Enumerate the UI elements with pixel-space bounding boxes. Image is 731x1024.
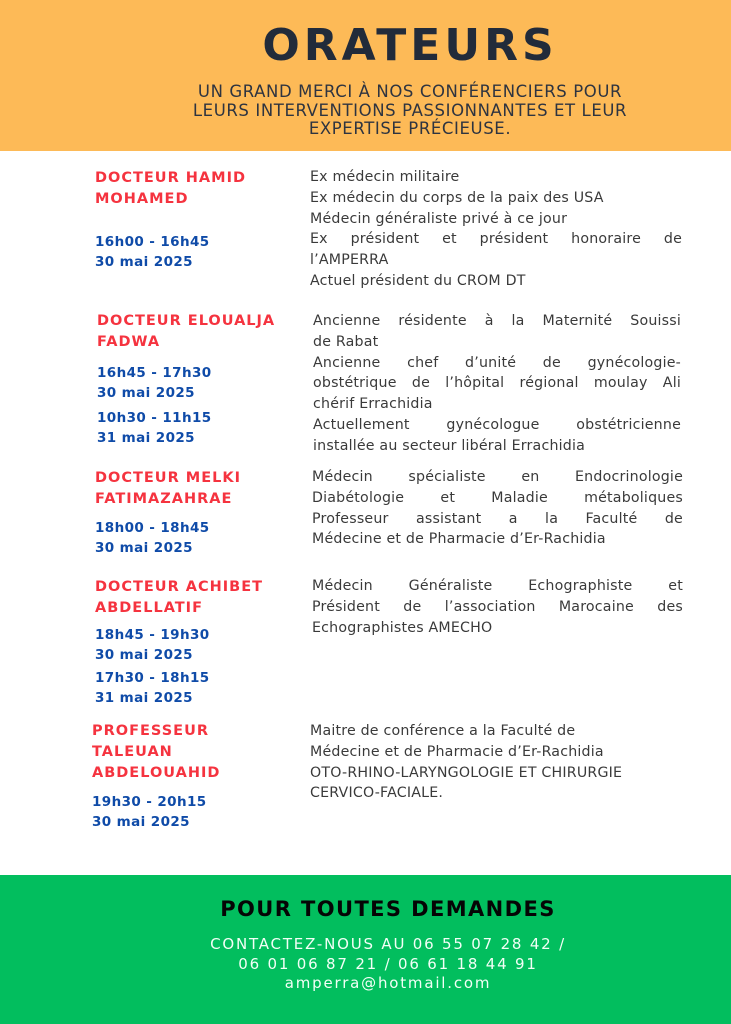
- speaker-name-line: ABDELLATIF: [95, 600, 203, 616]
- speaker-name: [95, 168, 305, 210]
- contact-info: [0, 935, 731, 994]
- schedule-date: 31 mai 2025: [97, 429, 195, 446]
- subtitle-line: EXPERTISE PRÉCIEUSE.: [308, 119, 512, 138]
- bio-line: Ex président et président honoraire de: [310, 231, 682, 248]
- bio-line: Médecine et de Pharmacie d’Er-Rachidia: [310, 743, 604, 760]
- speaker-name-line: DOCTEUR ACHIBET: [95, 579, 264, 595]
- schedule-time: 16h00 - 16h45: [95, 234, 210, 250]
- speaker-bio: [312, 576, 683, 638]
- schedule-time: 19h30 - 20h15: [92, 794, 207, 810]
- speaker-name: [95, 577, 305, 619]
- bio-line: Echographistes AMECHO: [312, 619, 493, 636]
- speaker-name-line: TALEUAN: [92, 744, 173, 760]
- bio-line: Ancienne chef d’unité de gynécologie-: [313, 354, 681, 371]
- speaker-schedule: [97, 364, 297, 403]
- schedule-time: 18h00 - 18h45: [95, 520, 210, 536]
- footer-title: POUR TOUTES DEMANDES: [220, 897, 556, 921]
- bio-line: Actuel président du CROM DT: [310, 272, 526, 289]
- schedule-date: 30 mai 2025: [92, 813, 190, 830]
- speaker-name: [97, 311, 307, 353]
- speaker-name-line: FATIMAZAHRAE: [95, 491, 233, 507]
- bio-line: Ex médecin militaire: [310, 169, 460, 185]
- bio-line: Ancienne résidente à la Maternité Souissi: [313, 313, 681, 329]
- bio-line: Diabétologie et Maladie métaboliques: [312, 489, 683, 506]
- schedule-time: 10h30 - 11h15: [97, 410, 212, 426]
- bio-line: chérif Errachidia: [313, 396, 433, 413]
- page-title: ORATEURS: [262, 20, 558, 71]
- speaker-bio: [312, 467, 683, 550]
- speaker-schedule: [95, 519, 295, 558]
- bio-line: Professeur assistant a la Faculté de: [312, 510, 683, 527]
- speaker-bio: [313, 311, 681, 457]
- bio-line: Maitre de conférence a la Faculté de: [310, 723, 576, 739]
- speaker-schedule: [95, 626, 295, 665]
- speaker-bio: [310, 167, 682, 292]
- contact-footer: [0, 875, 731, 1024]
- speaker-schedule: [95, 233, 295, 272]
- schedule-date: 30 mai 2025: [95, 253, 193, 270]
- subtitle-line: LEURS INTERVENTIONS PASSIONNANTES ET LEUR: [192, 100, 628, 120]
- speaker-name-line: DOCTEUR HAMID: [95, 170, 247, 186]
- bio-line: Médecine et de Pharmacie d’Er-Rachidia: [312, 531, 606, 548]
- bio-line: Président de l’association Marocaine des: [312, 598, 683, 615]
- bio-line: Actuellement gynécologue obstétricienne: [313, 416, 681, 433]
- speaker-bio: [310, 721, 682, 804]
- contact-phone-line: CONTACTEZ-NOUS AU 06 55 07 28 42 /: [210, 935, 566, 953]
- speaker-name-line: PROFESSEUR: [92, 723, 210, 739]
- contact-email[interactable]: amperra@hotmail.com: [284, 974, 492, 992]
- page-subtitle: [130, 83, 690, 139]
- speaker-schedule: [97, 409, 297, 448]
- contact-phone-line: 06 01 06 87 21 / 06 61 18 44 91: [238, 954, 538, 973]
- bio-line: Médecin Généraliste Echographiste et: [312, 578, 683, 594]
- schedule-time: 17h30 - 18h15: [95, 670, 210, 686]
- schedule-date: 31 mai 2025: [95, 689, 193, 706]
- bio-line: installée au secteur libéral Errachidia: [313, 437, 586, 454]
- speaker-name-line: DOCTEUR ELOUALJA: [97, 313, 276, 329]
- schedule-time: 16h45 - 17h30: [97, 365, 212, 381]
- schedule-date: 30 mai 2025: [95, 539, 193, 556]
- bio-line: l’AMPERRA: [310, 252, 389, 269]
- bio-line: OTO-RHINO-LARYNGOLOGIE ET CHIRURGIE: [310, 764, 623, 781]
- schedule-time: 18h45 - 19h30: [95, 627, 210, 643]
- speaker-schedule: [95, 669, 295, 708]
- schedule-date: 30 mai 2025: [97, 384, 195, 401]
- schedule-date: 30 mai 2025: [95, 646, 193, 663]
- bio-line: Ex médecin du corps de la paix des USA: [310, 189, 604, 206]
- header-banner: [0, 0, 731, 151]
- bio-line: CERVICO-FACIALE.: [310, 785, 444, 802]
- speaker-name-line: FADWA: [97, 334, 161, 350]
- speaker-name: [95, 468, 305, 510]
- speaker-name: [92, 721, 302, 784]
- speaker-name-line: ABDELOUAHID: [92, 765, 221, 781]
- speaker-schedule: [92, 793, 292, 832]
- bio-line: obstétrique de l’hôpital régional moulay Ali: [313, 375, 681, 392]
- speaker-name-line: DOCTEUR MELKI: [95, 470, 241, 486]
- bio-line: Médecin spécialiste en Endocrinologie: [312, 469, 683, 485]
- bio-line: Médecin généraliste privé à ce jour: [310, 210, 568, 227]
- subtitle-line: UN GRAND MERCI À NOS CONFÉRENCIERS POUR: [197, 82, 623, 101]
- speaker-name-line: MOHAMED: [95, 191, 189, 207]
- bio-line: de Rabat: [313, 333, 379, 350]
